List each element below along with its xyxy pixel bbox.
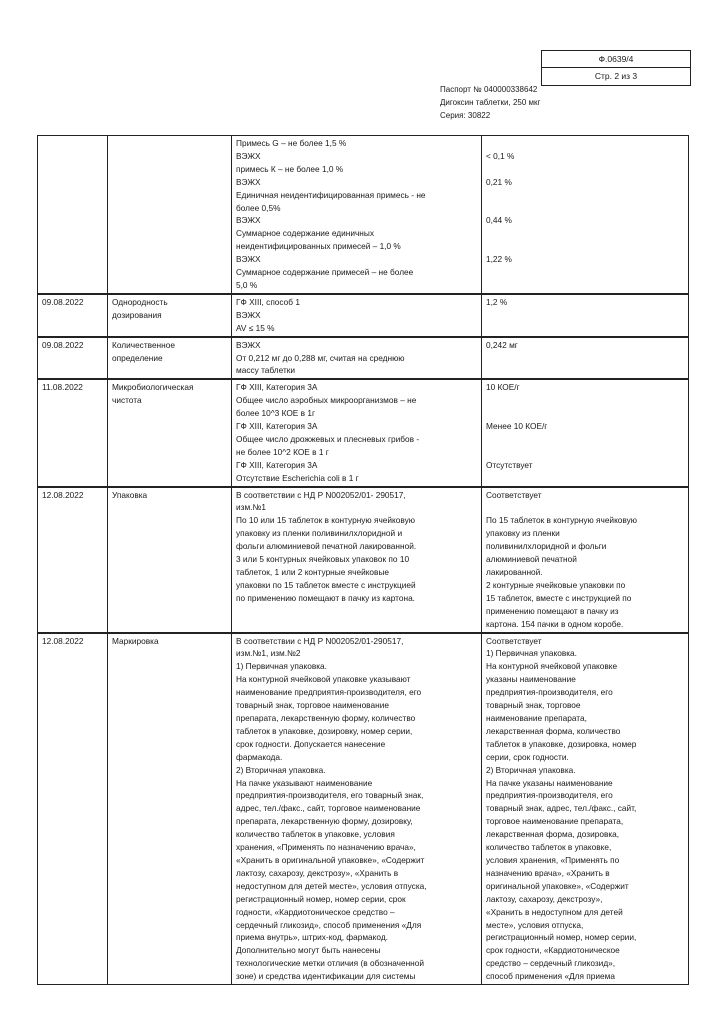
result-cell [482, 294, 689, 337]
result-line [486, 202, 684, 215]
indicator-cell [108, 633, 232, 985]
result-line: указаны наименование [486, 674, 576, 685]
norm-line: количество таблеток в упаковке, условия [236, 829, 395, 840]
result-line: лактозу, сахарозу, декстрозу», [486, 893, 603, 904]
page-number: Стр. 2 из 3 [542, 67, 690, 84]
norm-line: упаковки по 15 таблеток вместе с инструкцией [236, 579, 416, 590]
norm-cell [232, 633, 482, 985]
indicator-cell [108, 337, 232, 380]
result-line: оригинальной упаковке», «Содержит [486, 880, 629, 891]
result-cell [482, 487, 689, 633]
norm-line: ГФ XIII, Категория 3А [236, 459, 318, 470]
result-line: «Хранить в недоступном для детей [486, 906, 623, 917]
date-cell [38, 337, 108, 380]
norm-line: таблеток, 1 или 2 контурные ячейковые [236, 567, 390, 577]
result-line: предприятия-производителя, его [486, 687, 613, 698]
test-date: 09.08.2022 [42, 296, 84, 307]
norm-cell [232, 136, 482, 294]
norm-line: срок годности. Допускается нанесение [236, 738, 386, 749]
result-line: средство – сердечный гликозид», [486, 958, 616, 969]
result-line: месте», условия отпуска, [486, 919, 584, 930]
result-line: Отсутствует [486, 459, 533, 470]
norm-line: По 10 или 15 таблеток в контурную ячейковую [236, 515, 415, 526]
norm-line: ВЭЖХ [236, 176, 261, 187]
norm-line: предприятия-производителя, его товарный знак, [236, 790, 424, 801]
result-cell [482, 633, 689, 985]
norm-line: 2) Вторичная упаковка. [236, 764, 326, 775]
norm-line: адрес, тел./факс., сайт, торговое наименование [236, 803, 421, 814]
test-results-table [37, 135, 689, 985]
test-date: 12.08.2022 [42, 635, 84, 646]
norm-line: ГФ XIII, Категория 3А [236, 421, 318, 432]
result-line: предприятия-производителя, его [486, 790, 613, 801]
norm-line: ВЭЖХ [236, 254, 261, 265]
norm-line: товарный знак, торговое наименование [236, 700, 389, 711]
norm-line: недоступном для детей месте», условия отпуска, [236, 880, 427, 891]
result-line [486, 137, 684, 150]
result-line: наименование препарата, [486, 713, 587, 723]
result-line: товарный знак, адрес, тел./факс., сайт, [486, 803, 637, 814]
norm-line: наименование предприятия-производителя, его [236, 687, 422, 698]
result-line [486, 394, 684, 407]
result-line: 0,44 % [486, 215, 512, 226]
result-cell [482, 136, 689, 294]
date-cell [38, 379, 108, 486]
norm-line: неидентифицированных примесей – 1,0 % [236, 241, 401, 252]
test-results-body [38, 136, 689, 985]
norm-line: В соответствии с НД Р N002052/01-290517, [236, 635, 404, 646]
result-line [486, 240, 684, 253]
result-line: Менее 10 КОЕ/г [486, 421, 548, 432]
norm-line: препарата, лекарственную форму, количество [236, 713, 416, 723]
result-line: 0,242 мг [486, 339, 518, 350]
norm-line: технологические метки отличия (в обозначенной [236, 958, 425, 969]
series-number: Серия: 30822 [440, 110, 491, 120]
result-line: 0,21 % [486, 176, 512, 187]
result-line: По 15 таблеток в контурную ячейковую [486, 515, 638, 526]
norm-line: ВЭЖХ [236, 150, 261, 161]
result-line [486, 433, 684, 446]
norm-line: 3 или 5 контурных ячейковых упаковок по 10 [236, 554, 410, 565]
norm-line: 1) Первичная упаковка. [236, 661, 327, 672]
result-line: 2) Вторичная упаковка. [486, 764, 576, 775]
norm-line: примесь К – не более 1,0 % [236, 163, 344, 174]
result-line: 2 контурные ячейковые упаковки по [486, 579, 626, 590]
date-cell [38, 633, 108, 985]
result-line: срок годности, «Кардиотоническое [486, 945, 620, 956]
norm-line: Дополнительно могут быть нанесены [236, 945, 381, 956]
norm-line: ВЭЖХ [236, 215, 261, 226]
date-cell [38, 294, 108, 337]
indicator-cell [108, 136, 232, 294]
indicator-line: Однородность [112, 296, 168, 307]
test-date: 12.08.2022 [42, 489, 84, 500]
result-line: 1,22 % [486, 254, 512, 265]
norm-cell [232, 379, 482, 486]
form-number: Ф.0639/4 [598, 54, 634, 64]
norm-line: зоне) и средства идентификации для системы [236, 971, 416, 982]
indicator-line: Количественное [112, 339, 175, 350]
norm-line: Единичная неидентифицированная примесь - не [236, 189, 426, 200]
norm-line: Общее число дрожжевых и плесневых грибов - [236, 433, 420, 444]
table-row [38, 294, 689, 337]
result-line: лекарственная форма, дозировка, [486, 829, 620, 840]
date-cell [38, 487, 108, 633]
result-line [486, 227, 684, 240]
norm-line: фольги алюминиевой печатной лакированной. [236, 541, 417, 552]
norm-line: AV ≤ 15 % [236, 322, 275, 333]
table-row [38, 379, 689, 486]
norm-line: ГФ XIII, Категория 3А [236, 382, 318, 393]
result-line: 15 таблеток, вместе с инструкцией по [486, 592, 632, 603]
passport-header [440, 84, 540, 122]
norm-line: Общее число аэробных микроорганизмов – не [236, 395, 417, 406]
norm-line: На контурной ячейковой упаковке указывают [236, 674, 411, 685]
result-line: упаковку из пленки [486, 528, 560, 539]
indicator-cell [108, 379, 232, 486]
norm-line: по применению помещают в пачку из картона. [236, 592, 415, 603]
table-row [38, 633, 689, 985]
norm-line: На пачке указывают наименование [236, 777, 373, 788]
indicator-line: Микробиологическая [112, 382, 194, 393]
norm-cell [232, 337, 482, 380]
norm-line: регистрационный номер, номер серии, срок [236, 893, 406, 904]
norm-line: изм.№1, изм.№2 [236, 648, 301, 659]
result-line: условия хранения, «Применять по [486, 854, 620, 865]
product-name: Дигоксин таблетки, 250 мкг [440, 97, 541, 107]
norm-line: приема внутрь», штрих-код, фармакод. [236, 932, 388, 943]
result-line: лекарственная форма, количество [486, 725, 621, 736]
result-cell [482, 379, 689, 486]
norm-line: хранения, «Применять по назначению врача», [236, 842, 416, 853]
norm-line: «Хранить в оригинальной упаковке», «Содержит [236, 854, 425, 865]
result-line: поливинилхлоридной и фольги [486, 541, 607, 552]
result-line: лакированной. [486, 567, 543, 577]
result-line: регистрационный номер, номер серии, [486, 932, 637, 943]
norm-line: От 0,212 мг до 0,288 мг, считая на среднюю [236, 352, 405, 363]
table-row [38, 487, 689, 633]
norm-line: лактозу, сахарозу, декстрозу», «Хранить в [236, 867, 399, 878]
result-line: 10 КОЕ/г [486, 382, 520, 393]
result-line: < 0,1 % [486, 150, 515, 161]
norm-line: В соответствии с НД Р N002052/01- 290517, [236, 489, 406, 500]
test-date: 11.08.2022 [42, 382, 83, 393]
result-line [486, 472, 684, 485]
result-line [486, 189, 684, 202]
result-line [486, 266, 684, 279]
result-line: товарный знак, торговое [486, 700, 581, 711]
result-line [486, 407, 684, 420]
table-row [38, 337, 689, 380]
result-line: таблеток в упаковке, дозировка, номер [486, 738, 637, 749]
norm-line: ВЭЖХ [236, 339, 261, 350]
indicator-line: Маркировка [112, 635, 159, 646]
indicator-cell [108, 294, 232, 337]
norm-line: Суммарное содержание единичных [236, 228, 374, 239]
indicator-line: Упаковка [112, 489, 148, 500]
indicator-line: чистота [112, 395, 142, 406]
norm-line: более 0,5% [236, 202, 281, 213]
result-line: способ применения «Для приема [486, 971, 615, 982]
date-cell [38, 136, 108, 294]
norm-line: годности, «Кардиотоническое средство – [236, 906, 395, 917]
result-cell [482, 337, 689, 380]
norm-line: более 10^3 КОЕ в 1г [236, 408, 315, 419]
indicator-line: определение [112, 352, 163, 363]
result-line: торговое наименование препарата, [486, 816, 624, 827]
result-line: количество таблеток в упаковке, [486, 842, 612, 853]
norm-line: препарата, лекарственную форму, дозировку, [236, 816, 413, 827]
result-line: 1,2 % [486, 296, 508, 307]
result-line: назначению врача», «Хранить в [486, 867, 610, 878]
result-line: Соответствует [486, 489, 542, 500]
norm-line: ВЭЖХ [236, 309, 261, 320]
norm-line: Примесь G – не более 1,5 % [236, 138, 347, 148]
norm-line: 5,0 % [236, 279, 258, 290]
indicator-line: дозирования [112, 309, 162, 320]
table-row [38, 136, 689, 294]
form-number-box [541, 50, 691, 86]
norm-line: сердечный гликозид», способ применения «Для [236, 919, 422, 930]
norm-line: таблеток в упаковке, дозировку, номер серии, [236, 725, 413, 736]
norm-line: изм.№1 [236, 502, 266, 513]
norm-cell [232, 294, 482, 337]
result-line [486, 446, 684, 459]
result-line [486, 501, 684, 514]
norm-cell [232, 487, 482, 633]
result-line: 1) Первичная упаковка. [486, 648, 577, 659]
norm-line: Отсутствие Escherichia coli в 1 г [236, 472, 359, 483]
passport-number: Паспорт № 040000338642 [440, 85, 538, 94]
result-line: На контурной ячейковой упаковке [486, 661, 618, 672]
norm-line: массу таблетки [236, 365, 296, 376]
result-line: алюминиевой печатной [486, 554, 577, 565]
result-line: На пачке указаны наименование [486, 777, 613, 788]
result-line [486, 279, 684, 292]
result-line: Соответствует [486, 635, 542, 646]
test-date: 09.08.2022 [42, 339, 84, 350]
norm-line: фармакода. [236, 751, 283, 762]
result-line: применению помещают в пачку из [486, 605, 619, 616]
norm-line: упаковку из пленки поливинилхлоридной и [236, 528, 403, 539]
norm-line: не более 10^2 КОЕ в 1 г [236, 446, 329, 457]
result-line: серии, срок годности. [486, 751, 569, 762]
result-line [486, 163, 684, 176]
norm-line: Суммарное содержание примесей – не более [236, 267, 414, 278]
norm-line: ГФ XIII, способ 1 [236, 296, 300, 307]
indicator-cell [108, 487, 232, 633]
result-line: картона. 154 пачки в одном коробе. [486, 618, 624, 629]
